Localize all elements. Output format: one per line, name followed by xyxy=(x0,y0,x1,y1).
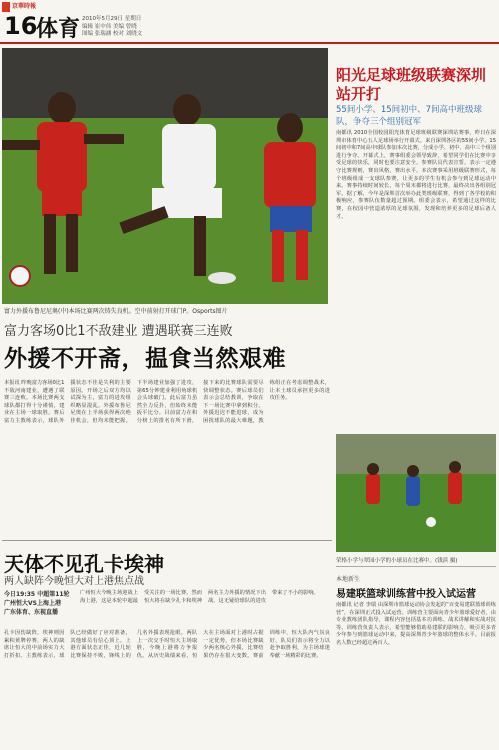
bottom-story-subtitle: 两人缺阵今晚恒大对上港焦点战 xyxy=(4,576,144,587)
right-story2-body: 南都讯 记者 李瑞 由深圳市篮球运动协会发起的“百变易建联篮球训练营”，在深圳正式投入试运营。训练营主要面向青少年篮球爱好者，由专业教练团队指导，课程内容包括基本功训练、战术讲解和实战对抗等。训练营负责人表示，希望能够借助易建联的影响力，吸引更多青少年参与到篮球运动中来，提高深圳青少年篮球的整体水平。目前报名人数已经超过两百人。 xyxy=(336,602,496,646)
photo-caption xyxy=(4,306,326,315)
page-header xyxy=(0,0,499,44)
right-story2-title: 易建联篮球训练营中投入试运营 xyxy=(336,589,476,600)
main-story-kicker: 富力客场0比1不敌建业 遭遇联赛三连败 xyxy=(4,324,233,339)
main-story-title: 外援不开斋，揾食当然艰难 xyxy=(4,346,286,372)
header-meta xyxy=(82,16,142,39)
youth-match-illustration xyxy=(336,434,496,552)
match-broadcast: 广东体育、东视直播 xyxy=(4,609,59,616)
bottom-story-lead: 广州恒大今晚主场迎战上海上港，这是本轮中超最受关注的一场比赛。然而恒大将在缺少孔卡和埃神两名主力外援的情况下出战，这无疑给球队的进攻带来了不小的影响。 xyxy=(80,590,319,604)
match-photo xyxy=(2,48,328,304)
right-column-divider xyxy=(336,566,496,567)
header-rule xyxy=(0,42,499,44)
bottom-story-divider xyxy=(2,540,332,541)
right-story2-kicker: 本地新生 xyxy=(336,576,361,583)
right-story-photo-caption: 荣格小学与翠园小学的小球员在比赛中。(钱滨 摄) xyxy=(336,558,458,564)
match-info-box xyxy=(4,590,74,617)
header-editors: 编辑 崔中伟 美编 曾晓 xyxy=(82,23,137,30)
newspaper-logo-icon xyxy=(2,2,10,12)
bottom-story-title: 天体不见孔卡埃神 xyxy=(4,552,164,576)
photo-credit: P。Osports图片 xyxy=(182,308,228,315)
match-photo-illustration xyxy=(2,48,328,304)
right-story-body: 南都讯 2010全国校园阳光体育足球班级联赛深圳站赛事，昨日在深圳市体育中心五人足球场举行开幕式。来自深圳各区的55间小学、15间初中和7间高中球队参加本次比赛，分成小学、初中、高中三个组别进行争夺。开幕式上，赛事组委会领导致辞，希望同学们在比赛中享受足球的快乐，同时也要注意安全。参赛队员代表宣誓，表示一定遵守比赛规则，赛出风格，赛出水平。本次赛事采用班级联赛形式，每个班级组成一支球队参赛，让更多的学生有机会参与到足球运动中来。赛事持续时间较长，每个周末都将进行比赛，最终决出各组别冠军。据了解，今年是深圳首次举办此类班级联赛，得到了各学校的积极响应，参赛队伍数量超过预期。组委会表示，希望通过这样的比赛，在校园中营造浓厚的足球氛围，发现和培养更多的足球后备人才。 xyxy=(336,130,496,220)
match-time: 今日19:35 中超第11轮 xyxy=(4,591,70,598)
section-title: 体育 xyxy=(36,17,81,42)
right-story-subtitle: 55间小学、15间初中、7间高中班级球队，争夺三个组别冠军 xyxy=(336,105,483,127)
newspaper-logo-text: 京華時報 xyxy=(12,3,37,10)
main-story-body: 本报讯 昨晚富力客场0比1不敌河南建业，遭遇了联赛三连败。本场比赛两支球队都打得十分谨慎，建业在主场一球取胜。赛后富力主教练表示，球队外援状态不佳是失利的主要原因。开场之后双方均以试探为主，富力的进攻组织略显混乱。外援布鲁尼尼奥在上半场获得两次绝佳机会，但均未能把握。下半场建业加强了进攻，第65分钟建业利用角球机会头球破门。此后富力虽然全力反扑，但始终未能扳平比分。目前富力在积分榜上的排名有所下滑，接下来的比赛球队需要尽快调整状态。赛后球员们表示会总结教训，争取在下一场比赛中拿到积分。外援迟迟不能进球，成为困扰球队的最大难题，教练组正在考虑调整战术，让本土球员承担更多的进攻任务。 xyxy=(4,380,330,424)
header-date: 2010年5月29日 星期日 xyxy=(82,16,142,22)
photo-caption-text: 富力外援布鲁尼尼奥(中)本场比赛两次铸失良机。空中前射打开球门 xyxy=(4,308,183,315)
page-number: 16 xyxy=(4,12,38,40)
right-story-title: 阳光足球班级联赛深圳站开打 xyxy=(336,66,487,103)
header-proofreaders: 图编 张瑞涵 校对 刘晓文 xyxy=(82,31,143,37)
right-story-photo xyxy=(336,434,496,552)
bottom-story-body: 孔卡因伤缺阵，埃神则因累积黄牌停赛，两人的缺席让恒大的中前场实力大打折扣。主教练表示，球队已经做好了应对准备，其他球员有信心顶上。上港方面状态正佳，近几轮比赛保持不败，锋线上的几名外援表现抢眼。两队上一次交手时恒大主场取胜，今晚上港将力争报仇。从历史战绩来看，恒大在主场面对上港时占据一定优势，但本场比赛缺少两名核心外援，比赛结果仍存在很大变数。赛前训练中，恒大队内气氛良好，队员们表示将全力以赴争取胜利，为主场球迷奉献一场精彩的比赛。 xyxy=(4,630,330,659)
match-teams: 广州恒大VS上海上港 xyxy=(4,600,61,607)
